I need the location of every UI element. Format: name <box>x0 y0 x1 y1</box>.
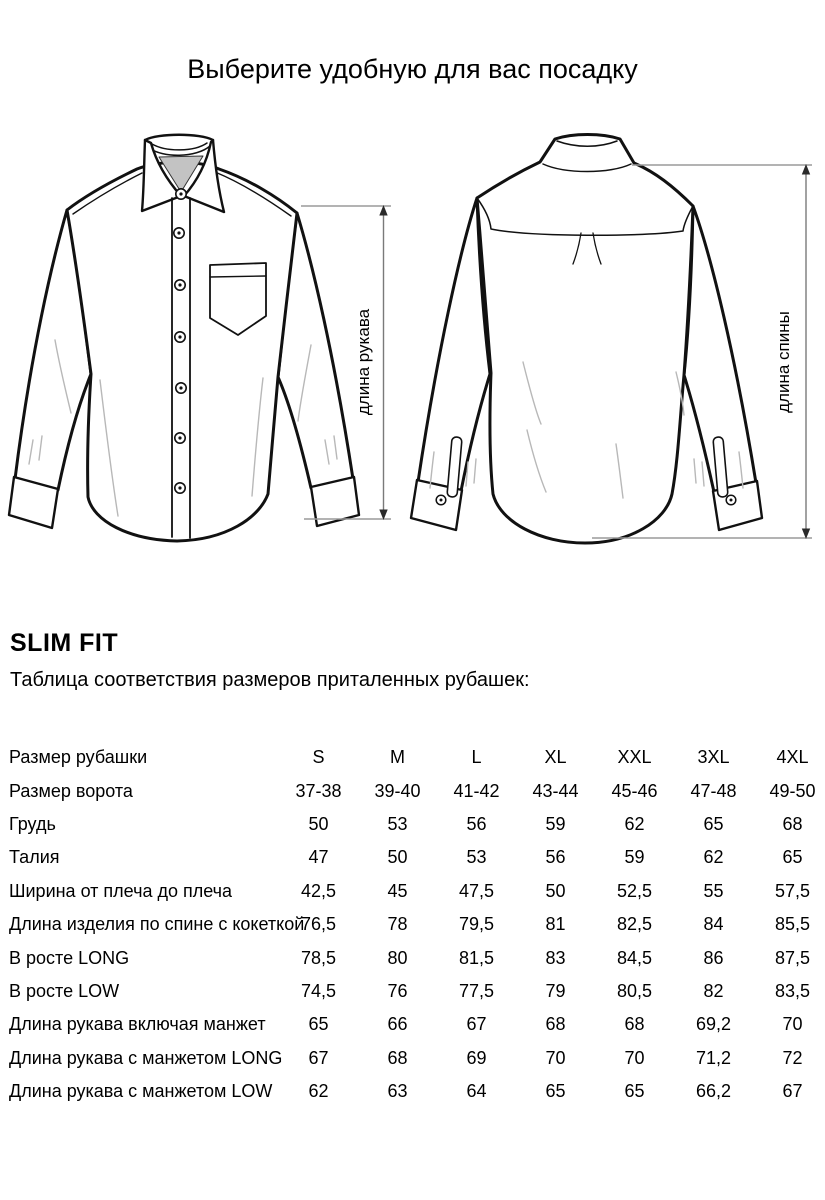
row-value: 82,5 <box>616 914 653 935</box>
row-value: 66 <box>387 1014 408 1035</box>
table-row <box>9 975 825 1008</box>
row-value: 79 <box>545 980 566 1001</box>
row-value: XL <box>544 747 567 768</box>
row-value: 47 <box>308 847 329 868</box>
row-value: 50 <box>308 813 329 834</box>
table-row <box>9 875 825 908</box>
row-value: 67 <box>782 1081 803 1102</box>
row-value: 68 <box>782 813 803 834</box>
table-row <box>9 774 825 807</box>
collar-top-edge <box>145 135 213 140</box>
row-value: 76,5 <box>300 914 337 935</box>
row-value: 62 <box>624 813 645 834</box>
row-value: 59 <box>545 813 566 834</box>
row-value: 45 <box>387 880 408 901</box>
row-value: 80 <box>387 947 408 968</box>
row-value: 50 <box>387 847 408 868</box>
table-row <box>9 941 825 974</box>
row-value: 84,5 <box>616 947 653 968</box>
row-value: 70 <box>782 1014 803 1035</box>
page-title: Выберите удобную для вас посадку <box>187 54 638 84</box>
back-shirt-body <box>477 135 693 544</box>
row-value: 65 <box>545 1081 566 1102</box>
row-value: 78,5 <box>300 947 337 968</box>
row-value: 65 <box>703 813 724 834</box>
row-value: 80,5 <box>616 980 653 1001</box>
row-value: 74,5 <box>300 980 337 1001</box>
button-icon <box>726 495 736 505</box>
table-row <box>9 1075 825 1108</box>
row-value: XXL <box>617 747 652 768</box>
row-label: Длина изделия по спине с кокеткой <box>9 914 305 935</box>
row-value: 65 <box>782 847 803 868</box>
button-icon <box>175 332 185 342</box>
fit-heading: SLIM FIT <box>10 629 119 657</box>
row-value: 41-42 <box>453 780 500 801</box>
row-value: 84 <box>703 914 724 935</box>
row-value: M <box>390 747 405 768</box>
row-value: 81,5 <box>458 947 495 968</box>
row-value: 3XL <box>697 747 730 768</box>
row-value: 65 <box>308 1014 329 1035</box>
row-value: 56 <box>545 847 566 868</box>
row-value: 4XL <box>776 747 809 768</box>
row-value: 47-48 <box>690 780 737 801</box>
row-label: Ширина от плеча до плеча <box>9 880 233 901</box>
button-icon <box>175 483 185 493</box>
row-value: S <box>312 747 325 768</box>
row-value: 77,5 <box>458 980 495 1001</box>
row-value: 64 <box>466 1081 487 1102</box>
pocket-flap-line <box>210 276 266 277</box>
row-value: 69 <box>466 1047 487 1068</box>
table-row <box>9 908 825 941</box>
row-value: 67 <box>466 1014 487 1035</box>
row-label: В росте LONG <box>9 947 130 968</box>
size-table <box>9 741 825 1108</box>
row-value: 86 <box>703 947 724 968</box>
row-value: 70 <box>624 1047 645 1068</box>
table-row <box>9 741 825 774</box>
row-value: 50 <box>545 880 566 901</box>
button-icon <box>174 228 184 238</box>
table-row <box>9 1008 825 1041</box>
collar-band <box>149 143 210 155</box>
row-value: 43-44 <box>532 780 579 801</box>
back-shirt-drawing <box>411 135 762 544</box>
row-value: 79,5 <box>458 914 495 935</box>
row-value: 68 <box>387 1047 408 1068</box>
row-value: 63 <box>387 1081 408 1102</box>
row-label: В росте LOW <box>9 980 120 1001</box>
row-value: 82 <box>703 980 724 1001</box>
row-value: 68 <box>545 1014 566 1035</box>
button-icon <box>175 433 185 443</box>
row-value: 52,5 <box>616 880 653 901</box>
row-value: 39-40 <box>374 780 421 801</box>
row-label: Длина рукава с манжетом LOW <box>9 1081 273 1102</box>
table-row <box>9 1042 825 1075</box>
row-value: 71,2 <box>695 1047 732 1068</box>
row-value: 69,2 <box>695 1014 732 1035</box>
row-value: 57,5 <box>774 880 811 901</box>
fit-subtitle: Таблица соответствия размеров приталенных рубашек: <box>10 669 530 691</box>
row-value: 62 <box>703 847 724 868</box>
row-value: 53 <box>466 847 487 868</box>
table-row <box>9 841 825 874</box>
row-value: 83,5 <box>774 980 811 1001</box>
row-value: L <box>471 747 482 768</box>
row-value: 87,5 <box>774 947 811 968</box>
button-icon <box>175 280 185 290</box>
row-value: 72 <box>782 1047 803 1068</box>
button-icon <box>176 383 186 393</box>
row-label: Размер рубашки <box>9 747 148 768</box>
row-value: 56 <box>466 813 487 834</box>
row-value: 42,5 <box>300 880 337 901</box>
row-value: 55 <box>703 880 724 901</box>
row-value: 66,2 <box>695 1081 732 1102</box>
row-value: 53 <box>387 813 408 834</box>
row-value: 62 <box>308 1081 329 1102</box>
row-label: Талия <box>9 847 60 868</box>
row-value: 70 <box>545 1047 566 1068</box>
sleeve-length-label: длина рукава <box>354 308 373 416</box>
row-value: 81 <box>545 914 566 935</box>
row-value: 37-38 <box>295 780 342 801</box>
row-value: 49-50 <box>769 780 816 801</box>
button-icon <box>176 189 186 199</box>
row-label: Грудь <box>9 813 56 834</box>
row-value: 67 <box>308 1047 329 1068</box>
front-shirt-drawing <box>9 135 359 541</box>
row-label: Длина рукава включая манжет <box>9 1014 266 1035</box>
row-value: 47,5 <box>458 880 495 901</box>
row-value: 83 <box>545 947 566 968</box>
back-length-label: длина спины <box>774 311 793 413</box>
row-value: 45-46 <box>611 780 658 801</box>
row-value: 65 <box>624 1081 645 1102</box>
table-row <box>9 808 825 841</box>
row-value: 85,5 <box>774 914 811 935</box>
row-label: Размер ворота <box>9 780 133 801</box>
row-value: 78 <box>387 914 408 935</box>
row-value: 76 <box>387 980 408 1001</box>
button-icon <box>436 495 446 505</box>
row-label: Длина рукава с манжетом LONG <box>9 1047 283 1068</box>
row-value: 59 <box>624 847 645 868</box>
row-value: 68 <box>624 1014 645 1035</box>
